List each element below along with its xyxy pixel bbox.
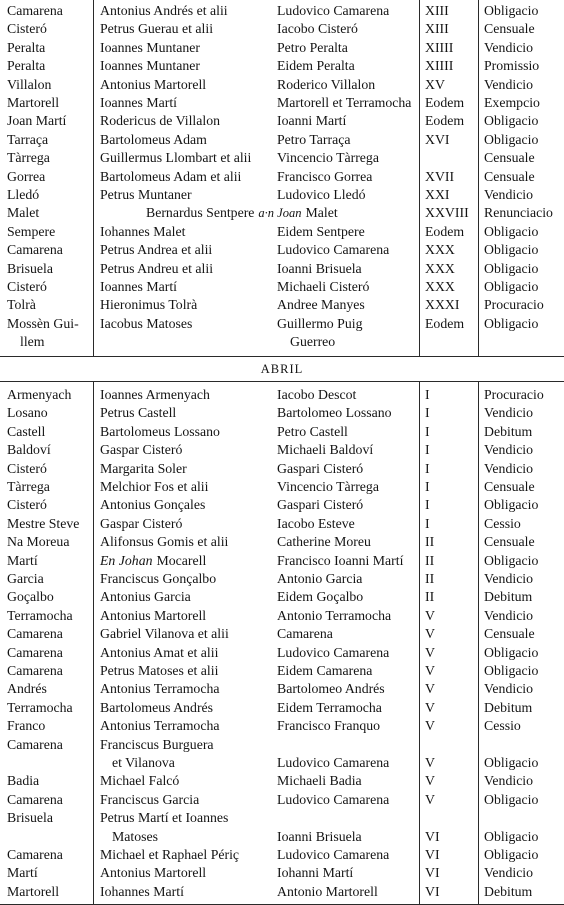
debtor-surname: Camarena — [7, 626, 63, 642]
day-numeral: XVII — [425, 168, 455, 184]
grantee-name: Petro Tarraça — [277, 131, 351, 147]
grantee-name: Iacobo Cisteró — [277, 21, 358, 37]
grantor-name: Ioannes Martí — [100, 95, 178, 110]
grantee-name: Ioanni Martí — [277, 113, 347, 129]
act-type: Obligacio — [484, 242, 539, 258]
act-type: Debitum — [484, 423, 533, 439]
day-numeral: V — [425, 718, 435, 734]
act-type: Censuale — [484, 479, 535, 494]
grantee-name: Martorell et Terramocha — [277, 95, 412, 110]
grantee-name: Vincencio Tàrrega — [277, 150, 379, 166]
act-type: Obligacio — [484, 315, 539, 331]
grantor-name: Franciscus Gonçalbo — [100, 571, 217, 586]
debtor-surname: Peralta — [7, 39, 46, 55]
act-type: Obligacio — [484, 791, 539, 807]
debtor-surname: Mestre Steve — [7, 515, 80, 531]
day-numeral: Eodem — [425, 223, 465, 239]
day-numeral: XXX — [425, 260, 455, 276]
grantee-name: Ludovico Camarena — [277, 3, 390, 18]
debtor-surname: Villalon — [7, 76, 52, 92]
grantor-name: Ioannes Armenyach — [100, 387, 210, 402]
day-numeral: I — [425, 479, 430, 494]
day-numeral: I — [425, 497, 430, 513]
act-type: Censuale — [484, 626, 535, 642]
grantor-name-cont: et Vilanova — [112, 755, 175, 770]
grantee-name: Michaeli Badia — [277, 773, 362, 789]
grantor-name: Ioannes Muntaner — [100, 39, 200, 55]
grantor-name: Antonius Garcia — [100, 589, 191, 605]
debtor-surname: Mossèn Gui- — [7, 315, 79, 331]
grantee-name: Antonio Martorell — [277, 883, 378, 899]
grantor-name: Antonius Martorell — [100, 607, 207, 623]
day-numeral: Eodem — [425, 315, 465, 331]
grantee-name: Bartolomeo Lossano — [277, 405, 392, 421]
debtor-surname: Badia — [7, 773, 40, 789]
grantor-name: Petrus Muntaner — [100, 187, 192, 202]
day-numeral: V — [425, 755, 435, 770]
debtor-surname: Tolrà — [7, 297, 36, 313]
grantee-name: Petro Peralta — [277, 39, 348, 55]
debtor-surname: Sempere — [7, 223, 56, 239]
grantor-name: Iohannes Martí — [100, 883, 184, 899]
grantor-name-cont: Matoses — [112, 828, 158, 844]
day-numeral: II — [425, 571, 435, 586]
day-numeral: XIII — [425, 3, 449, 18]
party-notation — [146, 204, 338, 222]
act-type: Obligacio — [484, 497, 539, 513]
grantee-name: Guillermo Puig — [277, 315, 363, 331]
act-type: Vendicio — [484, 76, 534, 92]
grantee-name: Roderico Villalon — [277, 76, 376, 92]
act-type: Vendicio — [484, 442, 534, 458]
grantor-name: Petrus Andreu et alii — [100, 260, 214, 276]
debtor-surname: Martí — [7, 865, 38, 881]
day-numeral: V — [425, 681, 435, 697]
debtor-surname: Brisuela — [7, 810, 53, 826]
act-type: Debitum — [484, 589, 533, 605]
grantee-name: Camarena — [277, 626, 333, 642]
grantee-name: Ludovico Camarena — [277, 791, 390, 807]
debtor-surname: Camarena — [7, 663, 63, 678]
act-type: Obligacio — [484, 828, 539, 844]
grantee-name: Bartolomeo Andrés — [277, 681, 385, 697]
debtor-surname: Terramocha — [7, 699, 73, 715]
debtor-surname: Armenyach — [7, 387, 72, 402]
grantee-name: Petro Castell — [277, 423, 348, 439]
grantee-name: Ioanni Brisuela — [277, 260, 362, 276]
grantor-name: Franciscus Garcia — [100, 791, 200, 807]
day-numeral: XXX — [425, 242, 455, 258]
grantee-name: Michaeli Cisteró — [277, 279, 370, 294]
act-type: Obligacio — [484, 755, 539, 770]
grantor-name: Bernardus Sentpere — [146, 205, 255, 221]
day-numeral: VI — [425, 828, 440, 844]
grantee-name: Iacobo Descot — [277, 387, 357, 402]
debtor-surname: Camarena — [7, 644, 63, 660]
act-type: Vendicio — [484, 460, 534, 476]
debtor-surname: Cisteró — [7, 279, 47, 294]
act-type: Cessio — [484, 515, 521, 531]
grantor-name: Iacobus Matoses — [100, 315, 193, 331]
grantor-name: Franciscus Burguera — [100, 736, 214, 752]
grantee-name: Francisco Franquo — [277, 718, 381, 734]
day-numeral: II — [425, 534, 435, 550]
day-numeral: V — [425, 607, 435, 623]
grantor-name: Gabriel Vilanova et alii — [100, 626, 229, 642]
debtor-surname: Tàrrega — [7, 150, 50, 166]
debtor-surname: Joan Martí — [7, 113, 67, 129]
day-numeral: VI — [425, 847, 440, 862]
grantee-name: Eidem Goçalbo — [277, 589, 364, 605]
day-numeral: XXVIII — [425, 205, 469, 221]
act-type: Promissio — [484, 58, 540, 74]
grantor-name: Antonius Martorell — [100, 865, 207, 881]
grantee-name: Michaeli Baldoví — [277, 442, 374, 458]
grantor-name: Guillermus Llombart et alii — [100, 150, 252, 166]
grantee-name: Ludovico Camarena — [277, 644, 390, 660]
act-type: Obligacio — [484, 279, 539, 294]
grantee-name: Antonio Terramocha — [277, 607, 392, 623]
debtor-surname: Garcia — [7, 571, 44, 586]
column-divider — [478, 0, 479, 356]
grantor-name: Iohannes Malet — [100, 223, 186, 239]
debtor-surname: Malet — [7, 205, 40, 221]
debtor-surname: Martorell — [7, 95, 60, 110]
day-numeral: I — [425, 515, 430, 531]
act-type: Censuale — [484, 168, 535, 184]
day-numeral: I — [425, 387, 430, 402]
debtor-surname-cont: llem — [20, 334, 45, 350]
grantor-name: Gaspar Cisteró — [100, 442, 183, 458]
debtor-surname: Brisuela — [7, 260, 53, 276]
debtor-surname: Camarena — [7, 242, 63, 258]
grantee-note: a·n Joan — [258, 206, 302, 221]
day-numeral: XVI — [425, 131, 450, 147]
grantor-name: Antonius Amat et alii — [100, 644, 219, 660]
day-numeral: I — [425, 405, 430, 421]
grantee-name: Iacobo Esteve — [277, 515, 355, 531]
grantor-name: Antonius Andrés et alii — [100, 3, 228, 18]
grantor-name: Bartolomeus Adam et alii — [100, 168, 242, 184]
grantee-name: Ludovico Camarena — [277, 755, 390, 770]
act-type: Procuracio — [484, 387, 544, 402]
debtor-surname: Cisteró — [7, 460, 47, 476]
grantee-name: Vincencio Tàrrega — [277, 479, 379, 494]
day-numeral: XXI — [425, 187, 450, 202]
act-type: Vendicio — [484, 681, 534, 697]
debtor-surname: Camarena — [7, 847, 63, 862]
grantee-name: Iohanni Martí — [277, 865, 354, 881]
debtor-surname: Gorrea — [7, 168, 46, 184]
day-numeral: V — [425, 663, 435, 678]
act-type: Obligacio — [484, 552, 539, 568]
debtor-surname: Camarena — [7, 3, 63, 18]
day-numeral: V — [425, 773, 435, 789]
column-divider — [419, 381, 420, 905]
grantor-name: Antonius Terramocha — [100, 681, 220, 697]
grantor-name: Petrus Martí et Ioannes — [100, 810, 229, 826]
day-numeral: II — [425, 589, 435, 605]
grantor-name: Bartolomeus Andrés — [100, 699, 214, 715]
act-type: Cessio — [484, 718, 521, 734]
debtor-surname: Martorell — [7, 883, 60, 899]
day-numeral: I — [425, 460, 430, 476]
grantor-name: Antonius Terramocha — [100, 718, 220, 734]
act-type: Obligacio — [484, 3, 539, 18]
day-numeral: VI — [425, 865, 440, 881]
grantee-name: Eidem Camarena — [277, 663, 373, 678]
grantee-name: Catherine Moreu — [277, 534, 371, 550]
day-numeral: Eodem — [425, 95, 465, 110]
act-type: Obligacio — [484, 223, 539, 239]
grantor-name: Bartolomeus Lossano — [100, 423, 220, 439]
column-divider — [93, 0, 94, 356]
grantee-name: Ioanni Brisuela — [277, 828, 362, 844]
grantor-name — [100, 552, 206, 570]
act-type: Vendicio — [484, 607, 534, 623]
grantee-name-cont: Guerreo — [290, 334, 336, 350]
act-type: Obligacio — [484, 847, 539, 862]
act-type: Obligacio — [484, 663, 539, 678]
column-divider — [93, 381, 94, 905]
act-type: Vendicio — [484, 865, 534, 881]
day-numeral: V — [425, 791, 435, 807]
grantee-name: Eidem Terramocha — [277, 699, 382, 715]
act-type: Renunciacio — [484, 205, 553, 221]
debtor-surname: Baldoví — [7, 442, 51, 458]
grantor-name: Antonius Gonçales — [100, 497, 206, 513]
grantor-name: Petrus Castell — [100, 405, 177, 421]
grantor-name: Ioannes Martí — [100, 279, 178, 294]
act-type: Exempcio — [484, 95, 540, 110]
day-numeral: I — [425, 442, 430, 458]
act-type: Vendicio — [484, 405, 534, 421]
day-numeral: II — [425, 552, 435, 568]
act-type: Vendicio — [484, 773, 534, 789]
grantee-name: Eidem Sentpere — [277, 223, 365, 239]
act-type: Censuale — [484, 534, 535, 550]
debtor-surname: Camarena — [7, 791, 63, 807]
day-numeral: XIIII — [425, 39, 454, 55]
debtor-surname: Terramocha — [7, 607, 73, 623]
act-type: Obligacio — [484, 113, 539, 129]
grantee-name: Francisco Ioanni Martí — [277, 552, 404, 568]
debtor-surname: Andrés — [7, 681, 47, 697]
grantee-name: Gaspari Cisteró — [277, 460, 364, 476]
grantor-name: Bartolomeus Adam — [100, 131, 207, 147]
act-type: Obligacio — [484, 260, 539, 276]
grantor-name: Gaspar Cisteró — [100, 515, 183, 531]
grantor-name: Alifonsus Gomis et alii — [100, 534, 229, 550]
debtor-surname: Losano — [7, 405, 48, 421]
section-rule-bottom — [0, 381, 564, 382]
debtor-surname: Martí — [7, 552, 38, 568]
day-numeral: V — [425, 644, 435, 660]
grantor-name: Michael Falcó — [100, 773, 180, 789]
grantor-name: Margarita Soler — [100, 460, 187, 476]
grantor-title: En Johan — [100, 552, 153, 568]
debtor-surname: Na Moreua — [7, 534, 70, 550]
grantor-name: Petrus Guerau et alii — [100, 21, 214, 37]
day-numeral: V — [425, 699, 435, 715]
grantor-name: Antonius Martorell — [100, 76, 207, 92]
grantee-name: Malet — [305, 205, 338, 221]
section-heading-april: ABRIL — [260, 362, 304, 376]
grantor-name: Petrus Matoses et alii — [100, 663, 219, 678]
grantee-name: Antonio Garcia — [277, 571, 363, 586]
section-rule-top — [0, 356, 564, 357]
grantor-surname: Mocarell — [156, 552, 207, 568]
debtor-surname: Goçalbo — [7, 589, 54, 605]
grantee-name: Andree Manyes — [277, 297, 365, 313]
act-type: Obligacio — [484, 131, 539, 147]
act-type: Vendicio — [484, 39, 534, 55]
act-type: Procuracio — [484, 297, 544, 313]
day-numeral: XXXI — [425, 297, 460, 313]
grantor-name: Rodericus de Villalon — [100, 113, 221, 129]
grantee-name: Ludovico Camarena — [277, 847, 390, 862]
debtor-surname: Tarraça — [7, 131, 49, 147]
day-numeral: XXX — [425, 279, 455, 294]
debtor-surname: Peralta — [7, 58, 46, 74]
grantor-name: Ioannes Muntaner — [100, 58, 200, 74]
grantee-name: Ludovico Lledó — [277, 187, 366, 202]
debtor-surname: Cisteró — [7, 497, 47, 513]
day-numeral: VI — [425, 883, 440, 899]
grantor-name: Hieronimus Tolrà — [100, 297, 198, 313]
debtor-surname: Camarena — [7, 736, 63, 752]
grantor-name: Melchior Fos et alii — [100, 479, 209, 494]
debtor-surname: Tàrrega — [7, 479, 50, 494]
grantor-name: Petrus Andrea et alii — [100, 242, 213, 258]
act-type: Obligacio — [484, 644, 539, 660]
grantee-name: Francisco Gorrea — [277, 168, 373, 184]
day-numeral: XV — [425, 76, 445, 92]
act-type: Censuale — [484, 150, 535, 166]
grantee-name: Eidem Peralta — [277, 58, 355, 74]
act-type: Debitum — [484, 883, 533, 899]
day-numeral: V — [425, 626, 435, 642]
act-type: Vendicio — [484, 187, 534, 202]
column-divider — [419, 0, 420, 356]
day-numeral: Eodem — [425, 113, 465, 129]
debtor-surname: Franco — [7, 718, 46, 734]
day-numeral: XIII — [425, 21, 449, 37]
grantee-name: Gaspari Cisteró — [277, 497, 364, 513]
grantee-name: Ludovico Camarena — [277, 242, 390, 258]
act-type: Censuale — [484, 21, 535, 37]
debtor-surname: Cisteró — [7, 21, 47, 37]
debtor-surname: Castell — [7, 423, 46, 439]
act-type: Vendicio — [484, 571, 534, 586]
grantor-name: Michael et Raphael Périç — [100, 847, 240, 862]
column-divider — [478, 381, 479, 905]
act-type: Debitum — [484, 699, 533, 715]
day-numeral: I — [425, 423, 430, 439]
day-numeral: XIIII — [425, 58, 454, 74]
debtor-surname: Lledó — [7, 187, 40, 202]
